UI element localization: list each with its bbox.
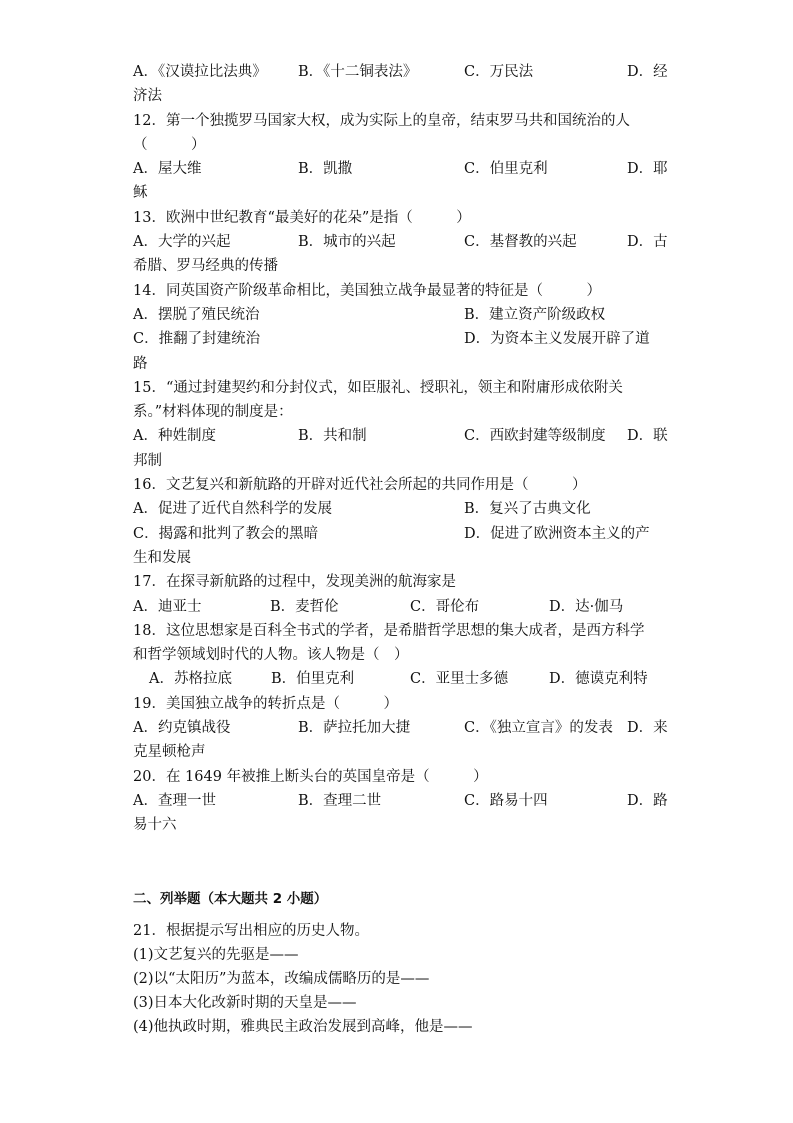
q20-option-c[interactable]: C．路易十四 xyxy=(464,792,548,809)
q17-option-b[interactable]: B．麦哲伦 xyxy=(270,598,339,615)
q11-option-d[interactable]: D．经 xyxy=(627,64,668,80)
q14-option-a[interactable]: A．摆脱了殖民统治 xyxy=(133,306,260,323)
q13-options xyxy=(133,230,673,254)
q18-option-c[interactable]: C．亚里士多德 xyxy=(410,671,509,688)
q20-options xyxy=(133,789,673,813)
q12-option-b[interactable]: B．凯撒 xyxy=(298,161,353,178)
q19-option-d[interactable]: D．来 xyxy=(627,720,668,737)
q14-option-d[interactable]: D．为资本主义发展开辟了道 xyxy=(464,331,650,348)
q19-stem: 19．美国独立战争的转折点是（ ） xyxy=(133,695,398,712)
q15-options xyxy=(133,424,673,448)
q19-options xyxy=(133,716,673,740)
q13-stem: 13．欧洲中世纪教育“最美好的花朵”是指（ ） xyxy=(133,209,471,226)
q21-item: (2)以“太阳历”为蓝本，改编成儒略历的是—— xyxy=(133,970,430,987)
q13-option-d[interactable]: D．古 xyxy=(627,234,668,251)
q15-option-d[interactable]: D．联 xyxy=(627,428,668,445)
q11-option-a[interactable]: A．《汉谟拉比法典》 xyxy=(133,64,267,80)
q19-option-a[interactable]: A．约克镇战役 xyxy=(133,720,231,737)
q17-option-c[interactable]: C．哥伦布 xyxy=(410,598,480,615)
q21-item: (3)日本大化改新时期的天皇是—— xyxy=(133,994,357,1011)
q14-option-b[interactable]: B．建立资产阶级政权 xyxy=(464,306,606,323)
q12-option-d-cont: 稣 xyxy=(133,185,148,202)
q17-option-a[interactable]: A．迪亚士 xyxy=(133,598,202,615)
q13-option-b[interactable]: B．城市的兴起 xyxy=(298,234,396,251)
q17-options xyxy=(133,595,673,619)
q20-option-a[interactable]: A．查理一世 xyxy=(133,792,216,809)
q19-option-c[interactable]: C．《独立宣言》的发表 xyxy=(464,720,613,737)
q18-stem: 18．这位思想家是百科全书式的学者，是希腊哲学思想的集大成者，是西方科学 xyxy=(133,622,645,639)
q18-option-a[interactable]: A．苏格拉底 xyxy=(149,671,232,688)
q18-option-b[interactable]: B．伯里克利 xyxy=(271,671,355,688)
q12-option-c[interactable]: C．伯里克利 xyxy=(464,161,548,178)
q16-option-c[interactable]: C．揭露和批判了教会的黑暗 xyxy=(133,525,319,542)
q12-option-d[interactable]: D．耶 xyxy=(627,161,668,178)
q19-option-b[interactable]: B．萨拉托加大捷 xyxy=(298,720,411,737)
q11-option-c[interactable]: C．万民法 xyxy=(464,64,534,80)
q17-stem: 17．在探寻新航路的过程中，发现美洲的航海家是 xyxy=(133,574,456,591)
q21-stem: 21．根据提示写出相应的历史人物。 xyxy=(133,922,369,939)
q15-stem: 15．“通过封建契约和分封仪式，如臣服礼、授职礼，领主和附庸形成依附关 xyxy=(133,379,623,396)
exam-page xyxy=(133,60,673,1039)
q13-option-d-cont: 希腊、罗马经典的传播 xyxy=(133,258,278,275)
q21-item: (4)他执政时期，雅典民主政治发展到高峰，他是—— xyxy=(133,1018,473,1035)
q14-options-row2 xyxy=(133,327,673,351)
q15-option-a[interactable]: A．种姓制度 xyxy=(133,428,216,445)
q16-stem: 16．文艺复兴和新航路的开辟对近代社会所起的共同作用是（ ） xyxy=(133,477,587,494)
q14-stem: 14．同英国资产阶级革命相比，美国独立战争最显著的特征是（ ） xyxy=(133,282,601,299)
q16-options-row2 xyxy=(133,522,673,546)
q15-stem-cont: 系。”材料体现的制度是： xyxy=(133,404,293,421)
q16-option-b[interactable]: B．复兴了古典文化 xyxy=(464,501,591,518)
q19-option-d-cont: 克星顿枪声 xyxy=(133,744,206,761)
q17-option-d[interactable]: D．达·伽马 xyxy=(549,598,624,615)
q13-option-c[interactable]: C．基督教的兴起 xyxy=(464,234,577,251)
q12-options xyxy=(133,157,673,181)
q13-option-a[interactable]: A．大学的兴起 xyxy=(133,234,231,251)
q15-option-c[interactable]: C．西欧封建等级制度 xyxy=(464,428,606,445)
q18-options xyxy=(133,667,673,691)
q11-options xyxy=(133,60,673,84)
q12-stem: 12．第一个独揽罗马国家大权，成为实际上的皇帝，结束罗马共和国统治的人 xyxy=(133,112,630,129)
q18-stem-cont: 和哲学领域划时代的人物。该人物是（ ） xyxy=(133,647,409,664)
q16-options-row1 xyxy=(133,497,673,521)
q12-stem-cont: （ ） xyxy=(133,136,206,153)
q12-option-a[interactable]: A．屋大维 xyxy=(133,161,202,178)
q20-option-d[interactable]: D．路 xyxy=(627,792,668,809)
q15-option-b[interactable]: B．共和制 xyxy=(298,428,367,445)
q20-option-d-cont: 易十六 xyxy=(133,817,177,834)
q16-option-a[interactable]: A．促进了近代自然科学的发展 xyxy=(133,501,332,518)
q15-option-d-cont: 邦制 xyxy=(133,452,162,469)
section-gap xyxy=(133,838,673,887)
q16-option-d-cont: 生和发展 xyxy=(133,549,191,566)
q18-option-d[interactable]: D．德谟克利特 xyxy=(549,671,648,688)
q20-stem: 20．在 1649 年被推上断头台的英国皇帝是（ ） xyxy=(133,768,488,785)
section2-title: 二、列举题（本大题共 2 小题） xyxy=(133,890,328,907)
q14-option-d-cont: 路 xyxy=(133,355,148,372)
q20-option-b[interactable]: B．查理二世 xyxy=(298,792,382,809)
q14-option-c[interactable]: C．推翻了封建统治 xyxy=(133,331,261,348)
q11-option-b[interactable]: B．《十二铜表法》 xyxy=(298,64,418,80)
q11-option-d-cont: 济法 xyxy=(133,88,162,105)
q14-options-row1 xyxy=(133,303,673,327)
q16-option-d[interactable]: D．促进了欧洲资本主义的产 xyxy=(464,525,650,542)
q21-item: (1)文艺复兴的先驱是—— xyxy=(133,946,299,963)
